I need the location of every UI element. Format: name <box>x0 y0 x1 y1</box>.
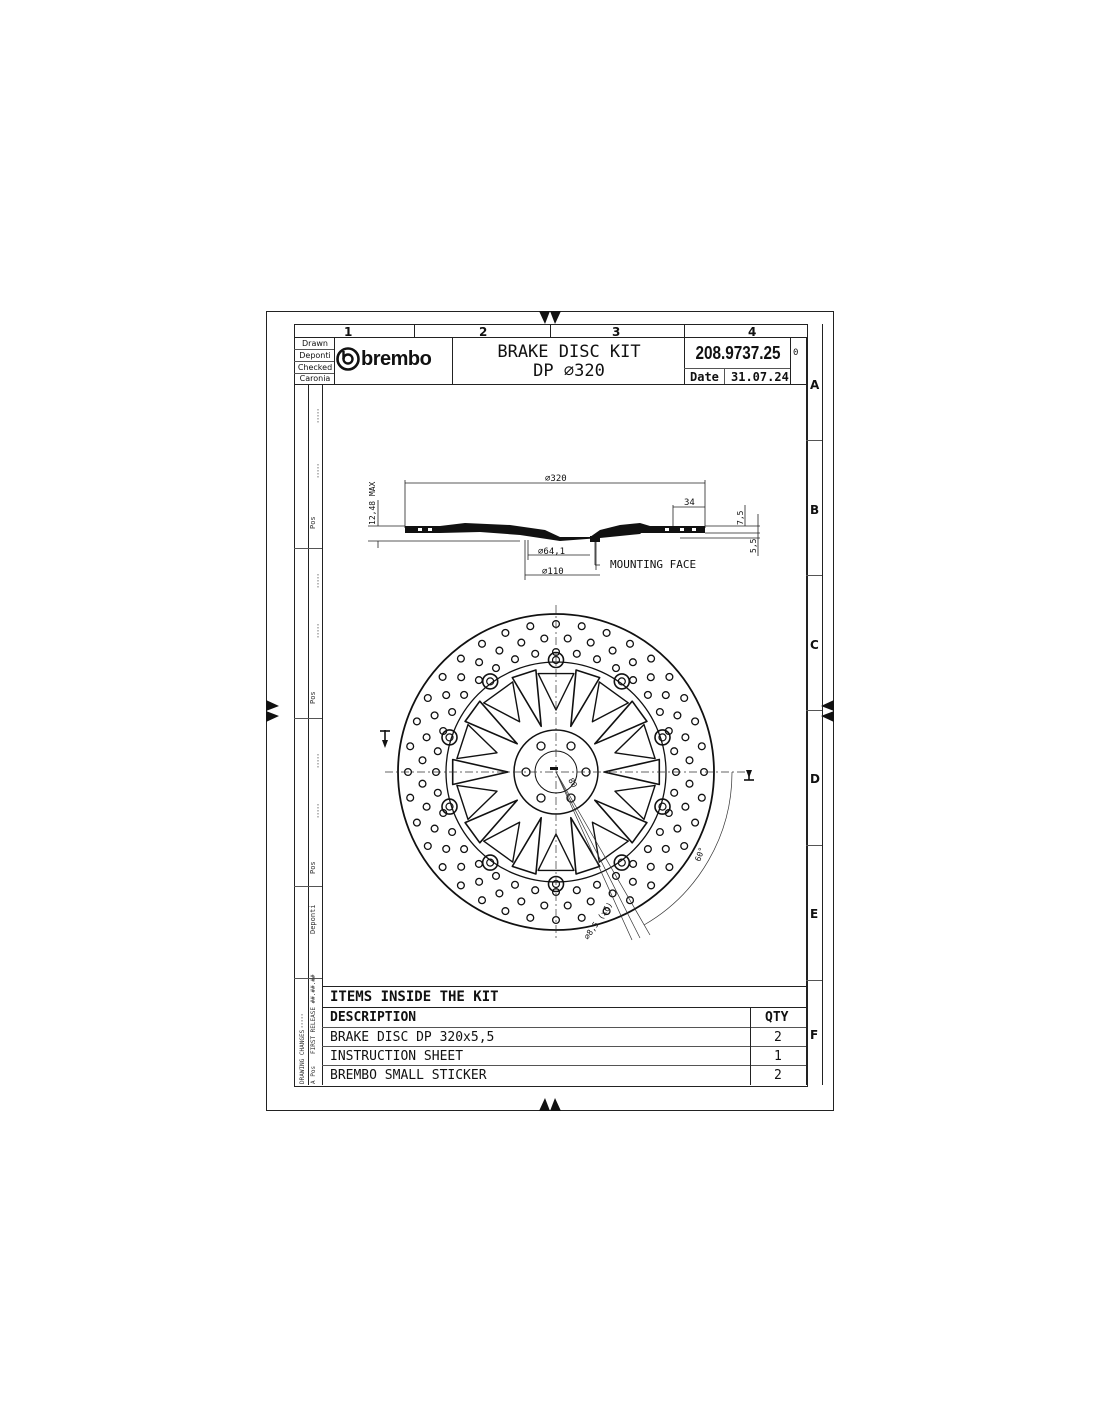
drill-hole <box>587 898 594 905</box>
carrier-window <box>512 670 541 726</box>
dim-offset: 7,5 <box>736 510 745 525</box>
dim-max-height: 12,48 MAX <box>368 481 377 525</box>
drill-hole <box>647 674 654 681</box>
drill-hole <box>407 743 414 750</box>
drill-hole <box>578 623 585 630</box>
drill-hole <box>594 881 601 888</box>
mounting-hole <box>567 742 575 750</box>
drill-hole <box>493 873 500 880</box>
drill-hole <box>541 635 548 642</box>
bolt-circle-radius: 80 <box>566 776 579 790</box>
drawing-changes-label: DRAWING CHANGES <box>299 1029 306 1084</box>
kit-item-qty: 1 <box>774 1049 782 1064</box>
release-note: FIRST RELEASE ##.##.## <box>310 974 317 1054</box>
drill-hole <box>461 692 468 699</box>
kit-item-qty: 2 <box>774 1068 782 1083</box>
mounting-face-label: MOUNTING FACE <box>610 558 697 571</box>
drill-hole <box>681 695 688 702</box>
drill-hole <box>496 647 503 654</box>
drill-hole <box>666 674 673 681</box>
floating-button <box>614 855 629 870</box>
dim-band-width: 34 <box>684 498 695 508</box>
carrier-window <box>615 785 655 819</box>
front-view <box>370 600 770 945</box>
drill-hole <box>431 825 438 832</box>
drill-hole <box>493 665 500 672</box>
drill-hole <box>613 665 620 672</box>
drill-hole <box>647 863 654 870</box>
pos-label: Pos <box>309 861 317 874</box>
hole-label: ⌀8,5 (x6) <box>582 900 615 942</box>
row-letter: A <box>810 378 820 392</box>
drill-hole <box>674 712 681 719</box>
carrier-window <box>484 822 520 862</box>
drill-hole <box>434 789 441 796</box>
drill-hole <box>458 863 465 870</box>
strip-author: Deponti <box>309 904 317 934</box>
drill-hole <box>476 861 483 868</box>
drill-hole <box>431 712 438 719</box>
drill-hole <box>627 640 634 647</box>
drawing-subtitle: DP ⌀320 <box>533 361 605 381</box>
drill-hole <box>564 902 571 909</box>
pos-label: Pos <box>309 516 317 529</box>
floating-button <box>614 674 629 689</box>
drill-hole <box>443 846 450 853</box>
row-letter: D <box>810 772 820 786</box>
drill-hole <box>443 692 450 699</box>
dim-outer-diameter: ⌀320 <box>545 474 567 484</box>
drill-hole <box>458 655 465 662</box>
carrier-window <box>484 682 520 722</box>
drill-hole <box>496 890 503 897</box>
col-qty: QTY <box>765 1010 789 1025</box>
dim-thickness: 5,5 <box>749 538 758 553</box>
date-value: 31.07.24 <box>731 370 789 384</box>
drill-hole <box>692 819 699 826</box>
carrier-window <box>457 785 497 819</box>
column-number: 3 <box>612 325 621 339</box>
checked-label: Checked <box>297 363 333 372</box>
row-letter: F <box>810 1028 819 1042</box>
drill-hole <box>682 803 689 810</box>
drill-hole <box>458 882 465 889</box>
drill-hole <box>681 843 688 850</box>
drill-hole <box>671 748 678 755</box>
drill-hole <box>419 780 426 787</box>
carrier-window <box>592 822 628 862</box>
drill-hole <box>502 908 509 915</box>
carrier-window <box>571 670 600 726</box>
drawing-title: BRAKE DISC KIT <box>497 342 641 362</box>
checked-by: Caronia <box>299 374 331 383</box>
kit-item-qty: 2 <box>774 1030 782 1045</box>
revision-strip <box>294 384 322 1085</box>
date-label: Date <box>690 370 719 384</box>
kit-item-description: INSTRUCTION SHEET <box>330 1049 464 1064</box>
column-number: 1 <box>344 325 353 339</box>
mounting-hole <box>537 742 545 750</box>
drill-hole <box>648 655 655 662</box>
drill-hole <box>645 692 652 699</box>
drill-hole <box>423 803 430 810</box>
drill-hole <box>686 780 693 787</box>
drill-hole <box>698 794 705 801</box>
drill-hole <box>698 743 705 750</box>
brand-wordmark: brembo <box>361 348 432 370</box>
drill-hole <box>414 718 421 725</box>
drill-hole <box>648 882 655 889</box>
drill-hole <box>512 656 519 663</box>
drill-hole <box>476 659 483 666</box>
drill-hole <box>645 846 652 853</box>
drill-hole <box>578 914 585 921</box>
column-number: 2 <box>479 325 488 339</box>
drill-hole <box>594 656 601 663</box>
revision-mark: 0 <box>793 348 799 358</box>
drawn-by: Deponti <box>299 351 331 360</box>
carrier-window <box>615 725 655 759</box>
drill-hole <box>541 902 548 909</box>
drill-hole <box>414 819 421 826</box>
drill-hole <box>527 623 534 630</box>
row-letter: C <box>810 638 819 652</box>
drill-hole <box>630 659 637 666</box>
drill-hole <box>476 677 483 684</box>
drill-hole <box>434 748 441 755</box>
kit-item-description: BRAKE DISC DP 320x5,5 <box>330 1030 495 1045</box>
carrier-window <box>457 725 497 759</box>
drill-hole <box>682 734 689 741</box>
angle-label: 60° <box>693 846 707 863</box>
row-letter: E <box>810 907 819 921</box>
drill-hole <box>666 864 673 871</box>
floating-button <box>483 674 498 689</box>
drill-hole <box>609 647 616 654</box>
drill-hole <box>461 846 468 853</box>
drill-hole <box>603 630 610 637</box>
part-number: 208.9737.25 <box>695 343 781 363</box>
drill-hole <box>630 861 637 868</box>
row-letter: B <box>810 503 820 517</box>
drill-hole <box>527 914 534 921</box>
drill-hole <box>657 709 664 716</box>
drill-hole <box>479 897 486 904</box>
drill-hole <box>518 639 525 646</box>
kit-heading: ITEMS INSIDE THE KIT <box>330 989 499 1005</box>
drill-hole <box>479 640 486 647</box>
drill-hole <box>630 677 637 684</box>
drill-hole <box>630 878 637 885</box>
drill-hole <box>458 674 465 681</box>
carrier-window <box>512 818 541 874</box>
drill-hole <box>532 887 539 894</box>
kit-item-description: BREMBO SMALL STICKER <box>330 1068 487 1083</box>
drill-hole <box>449 829 456 836</box>
mounting-hole <box>537 794 545 802</box>
pos-label: Pos <box>309 691 317 704</box>
drill-hole <box>439 674 446 681</box>
drill-hole <box>564 635 571 642</box>
drill-hole <box>439 864 446 871</box>
drill-hole <box>662 846 669 853</box>
floating-button <box>483 855 498 870</box>
drill-hole <box>424 695 431 702</box>
drill-hole <box>686 757 693 764</box>
drill-hole <box>692 718 699 725</box>
section-view <box>360 470 780 585</box>
drawn-label: Drawn <box>302 339 328 348</box>
ind-label: A Pos <box>310 1065 317 1084</box>
drill-hole <box>476 878 483 885</box>
carrier-window <box>592 682 628 722</box>
drill-hole <box>674 825 681 832</box>
drill-hole <box>423 734 430 741</box>
drill-hole <box>573 650 580 657</box>
drill-hole <box>419 757 426 764</box>
drill-hole <box>587 639 594 646</box>
col-description: DESCRIPTION <box>330 1010 417 1025</box>
dim-hub-diameter: ⌀64,1 <box>538 547 566 557</box>
drill-hole <box>518 898 525 905</box>
drill-hole <box>512 881 519 888</box>
drill-hole <box>407 794 414 801</box>
drill-hole <box>424 843 431 850</box>
dim-bolt-circle: ⌀110 <box>542 567 564 577</box>
drill-hole <box>573 887 580 894</box>
drill-hole <box>532 650 539 657</box>
column-number: 4 <box>748 325 757 339</box>
drill-hole <box>657 829 664 836</box>
drill-hole <box>449 709 456 716</box>
drill-hole <box>671 789 678 796</box>
drill-hole <box>502 630 509 637</box>
drill-hole <box>662 692 669 699</box>
brembo-logo-icon <box>336 346 360 372</box>
carrier-window <box>571 818 600 874</box>
